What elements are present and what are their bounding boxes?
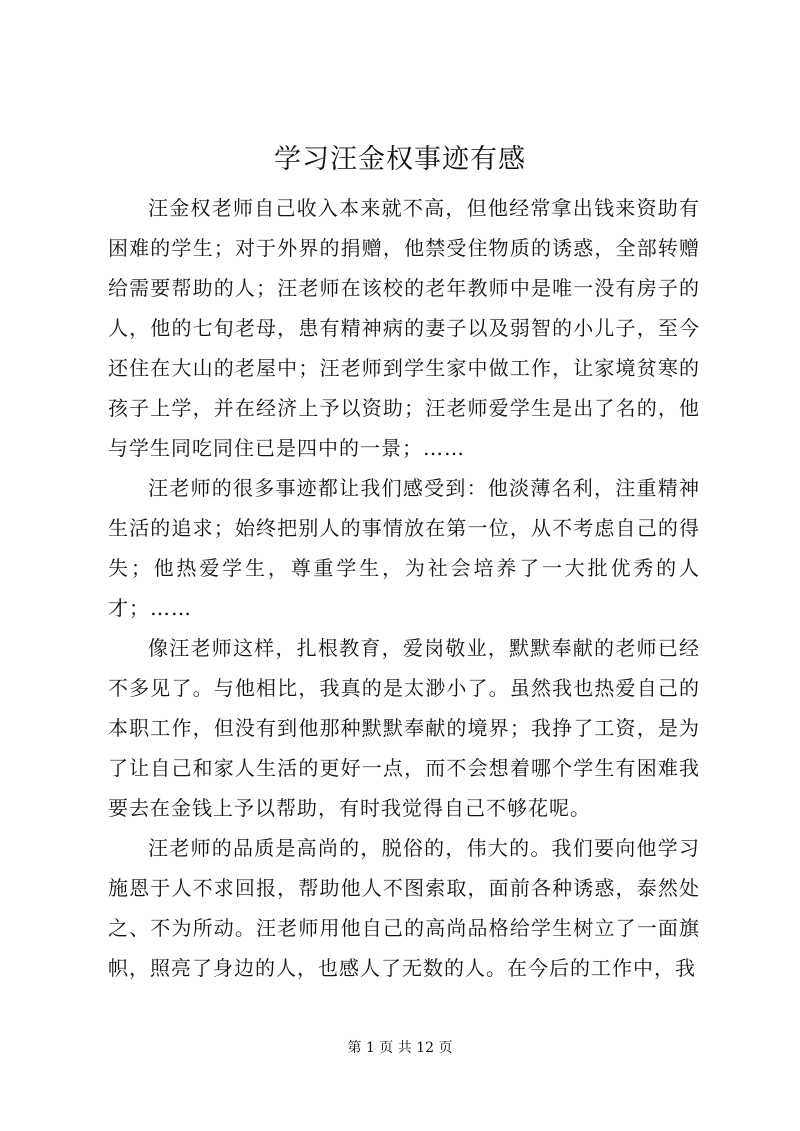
page-footer: 第 1 页 共 12 页 [347, 1040, 453, 1056]
document-title: 学习汪金权事迹有感 [274, 144, 526, 175]
paragraph-4: 汪老师的品质是高尚的，脱俗的，伟大的。我们要向他学习施恩于人不求回报，帮助他人不图索取，面前各种诱惑，泰然处之、不为所动。汪老师用他自己的高尚品格给学生树立了一面旗帜，照亮了身边的人，也感人了无数的人。在今后的工作中，我 [108, 836, 700, 980]
paragraph-1: 汪金权老师自己收入本来就不高，但他经常拿出钱来资助有困难的学生；对于外界的捐赠，他禁受住物质的诱惑，全部转赠给需要帮助的人；汪老师在该校的老年教师中是唯一没有房子的人，他的七旬老母，患有精神病的妻子以及弱智的小儿子，至今还住在大山的老屋中；汪老师到学生家中做工作，让家境贫寒的孩子上学，并在经济上予以资助；汪老师爱学生是出了名的，他与学生同吃同住已是四中的一景；…… [108, 196, 700, 460]
paragraph-3: 像汪老师这样，扎根教育，爱岗敬业，默默奉献的老师已经不多见了。与他相比，我真的是太渺小了。虽然我也热爱自己的本职工作，但没有到他那种默默奉献的境界；我挣了工资，是为了让自己和家人生活的更好一点，而不会想着哪个学生有困难我要去在金钱上予以帮助，有时我觉得自己不够花呢。 [108, 636, 700, 820]
paragraph-2: 汪老师的很多事迹都让我们感受到：他淡薄名利，注重精神生活的追求；始终把别人的事情放在第一位，从不考虑自己的得失；他热爱学生，尊重学生，为社会培养了一大批优秀的人才；…… [108, 476, 700, 620]
document-body [108, 188, 700, 988]
